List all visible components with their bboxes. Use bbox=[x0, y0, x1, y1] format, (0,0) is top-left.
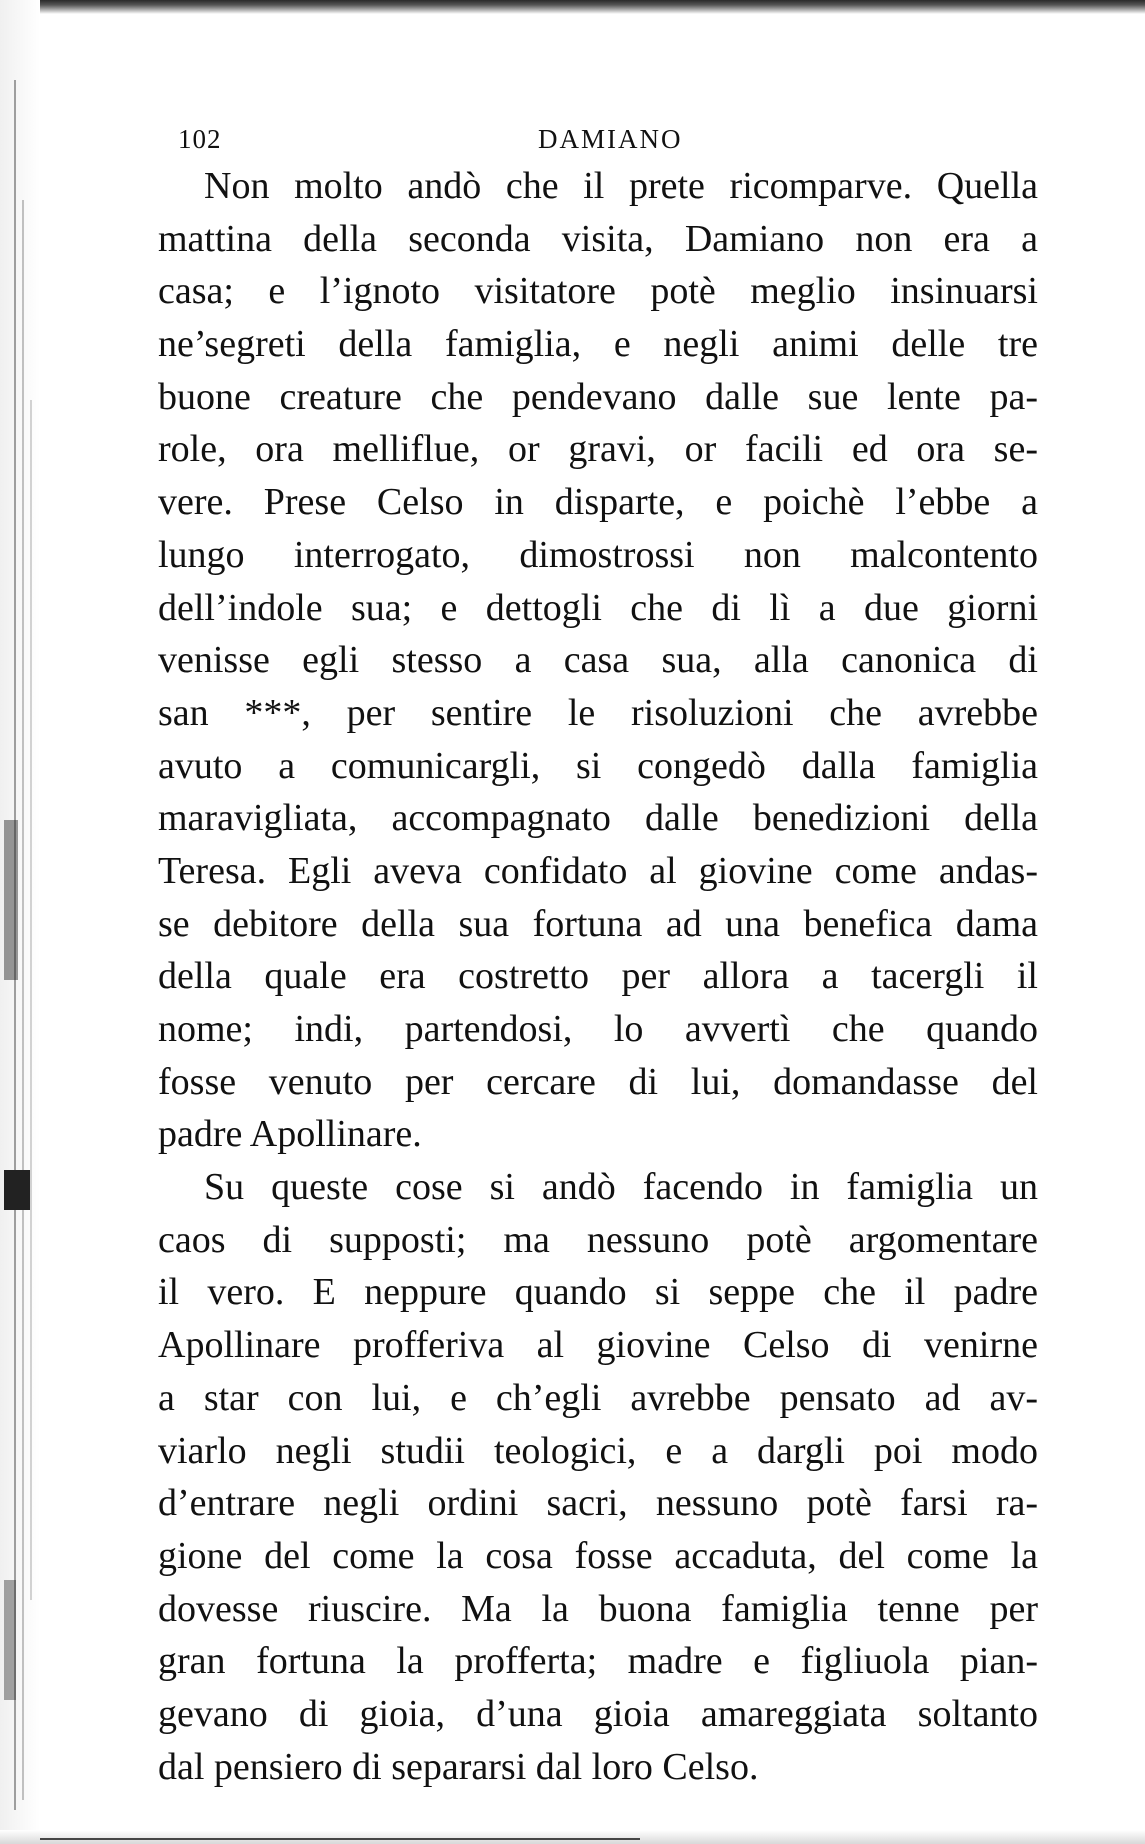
text-line: gran fortuna la profferta; madre e figliuola pian- bbox=[158, 1640, 1038, 1683]
binding-line bbox=[30, 400, 32, 1600]
text-line: dovesse riuscire. Ma la buona famiglia tenne per bbox=[158, 1587, 1038, 1630]
text-line: avuto a comunicargli, si congedò dalla famiglia bbox=[158, 744, 1038, 787]
page-header bbox=[178, 124, 1038, 164]
text-line: mattina della seconda visita, Damiano non era a bbox=[158, 217, 1038, 260]
text-line: gevano di gioia, d’una gioia amareggiata soltanto bbox=[158, 1692, 1038, 1735]
text-line: ne’segreti della famiglia, e negli animi delle tre bbox=[158, 323, 1038, 366]
binding-mark bbox=[4, 820, 18, 980]
text-line: san ***, per sentire le risoluzioni che avrebbe bbox=[158, 691, 1038, 734]
text-line: d’entrare negli ordini sacri, nessuno potè farsi ra- bbox=[158, 1482, 1038, 1525]
page-number: 102 bbox=[178, 124, 222, 154]
binding-mark bbox=[4, 1580, 16, 1700]
running-title: DAMIANO bbox=[538, 124, 683, 154]
text-line: lungo interrogato, dimostrossi non malcontento bbox=[158, 533, 1038, 576]
text-line: Apollinare profferiva al giovine Celso di venirne bbox=[158, 1324, 1038, 1367]
text-line: casa; e l’ignoto visitatore potè meglio insinuarsi bbox=[158, 270, 1038, 313]
body-text bbox=[158, 160, 1038, 1793]
page-top-edge bbox=[0, 0, 1145, 14]
text-line: il vero. E neppure quando si seppe che il padre bbox=[158, 1271, 1038, 1314]
text-line: maravigliata, accompagnato dalle benedizioni della bbox=[158, 797, 1038, 840]
text-line: gione del come la cosa fosse accaduta, del come la bbox=[158, 1534, 1038, 1577]
text-line: Non molto andò che il prete ricomparve. Quella bbox=[204, 165, 1038, 207]
binding-line bbox=[22, 200, 24, 1800]
text-line: venisse egli stesso a casa sua, alla canonica di bbox=[158, 639, 1038, 682]
text-line: a star con lui, e ch’egli avrebbe pensato ad av- bbox=[158, 1376, 1038, 1419]
text-line: padre Apollinare. bbox=[158, 1113, 422, 1156]
text-line: caos di supposti; ma nessuno potè argomentare bbox=[158, 1218, 1038, 1261]
text-line: buone creature che pendevano dalle sue lente pa- bbox=[158, 375, 1038, 418]
binding-mark bbox=[4, 1170, 30, 1210]
text-line: dell’indole sua; e dettogli che di lì a due giorni bbox=[158, 586, 1038, 629]
text-line: role, ora melliflue, or gravi, or facili ed ora se- bbox=[158, 428, 1038, 471]
text-line: se debitore della sua fortuna ad una benefica dama bbox=[158, 902, 1038, 945]
text-line: viarlo negli studii teologici, e a dargli poi modo bbox=[158, 1429, 1038, 1472]
text-line: nome; indi, partendosi, lo avvertì che quando bbox=[158, 1008, 1038, 1050]
text-line: della quale era costretto per allora a tacergli il bbox=[158, 955, 1038, 998]
text-line: Su queste cose si andò facendo in famiglia un bbox=[204, 1166, 1038, 1209]
text-line: dal pensiero di separarsi dal loro Celso. bbox=[158, 1745, 759, 1788]
text-line: fosse venuto per cercare di lui, domandasse del bbox=[158, 1060, 1038, 1103]
page-bottom-edge bbox=[0, 1830, 1145, 1844]
text-line: Teresa. Egli aveva confidato al giovine come andas- bbox=[158, 849, 1038, 892]
bottom-rule bbox=[40, 1838, 640, 1840]
text-line: vere. Prese Celso in disparte, e poichè l’ebbe a bbox=[158, 481, 1038, 524]
page-binding-edge bbox=[0, 0, 40, 1844]
